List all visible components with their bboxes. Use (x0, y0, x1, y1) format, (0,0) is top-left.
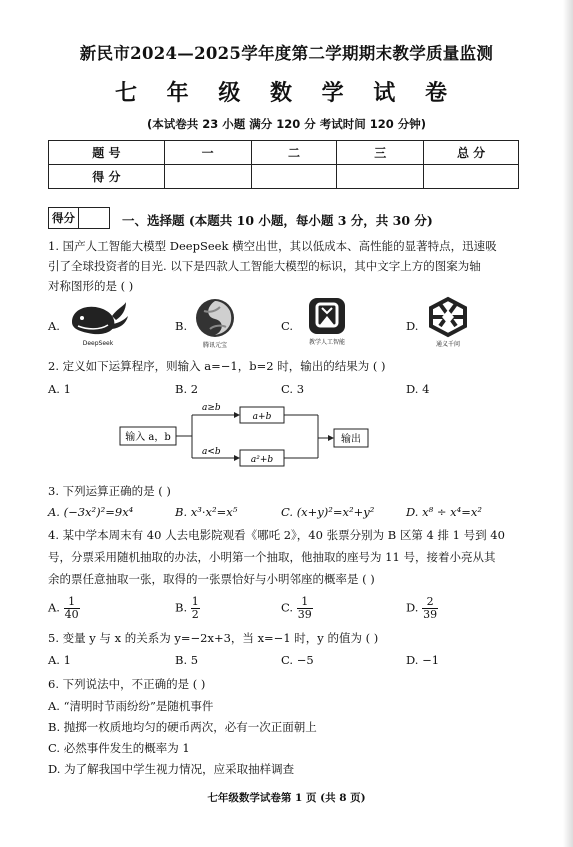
q6-option-c[interactable]: C. 必然事件发生的概率为 1 (48, 741, 190, 755)
numerator: 1 (64, 596, 80, 609)
logo-caption: 通义千问 (435, 341, 460, 348)
score-cell: 总 分 (424, 141, 519, 165)
score-table-header-row (49, 141, 519, 165)
option-letter: A. (48, 600, 60, 615)
exam-subject: 七 年 级 数 学 试 卷 (115, 80, 458, 106)
q6-option-a[interactable]: A. “清明时节雨纷纷”是随机事件 (48, 699, 214, 713)
q5-stem: 5. 变量 y 与 x 的关系为 y=−2x+3，当 x=−1 时，y 的值为 ( ) (48, 631, 379, 645)
flow-cond-bottom: a<b (202, 447, 221, 457)
fraction (191, 596, 200, 621)
section-score-box[interactable] (48, 207, 110, 229)
q1-line-3: 对称图形的是 ( ) (48, 279, 134, 293)
q1-option-a[interactable]: A. (48, 319, 60, 333)
q2-option-a[interactable]: A. 1 (48, 382, 71, 396)
hexagon-knot-logo-icon (426, 296, 470, 341)
score-cell: 题 号 (49, 141, 165, 165)
q5-option-a[interactable]: A. 1 (48, 653, 71, 667)
section-title: 一、选择题 (本题共 10 小题，每小题 3 分，共 30 分) (122, 213, 433, 228)
q5-option-b[interactable]: B. 5 (175, 653, 199, 667)
score-input-cell[interactable] (164, 165, 251, 189)
logo-caption: 腾讯元宝 (202, 342, 227, 349)
q1-line-2: 引了全球投资者的目光. 以下是四款人工智能大模型的标识，其中文字上方的图案为轴 (48, 259, 481, 273)
q4-option-a[interactable] (48, 596, 80, 621)
score-table-score-row (49, 165, 519, 189)
option-letter: C. (281, 600, 294, 615)
q6-option-d[interactable]: D. 为了解我国中学生视力情况，应采取抽样调查 (48, 762, 295, 776)
rounded-square-logo-icon (307, 296, 347, 339)
score-input-cell[interactable] (251, 165, 337, 189)
q3-option-d[interactable]: D. x⁸ ÷ x⁴=x² (406, 505, 482, 519)
logo-caption: DeepSeek (82, 340, 114, 347)
fraction (422, 596, 438, 621)
q1-option-c[interactable]: C. (281, 319, 294, 333)
q4-line-2: 号，分票采用随机抽取的办法，小明第一个抽取，他抽取的座号为 11 号，接着小亮从其 (48, 550, 496, 564)
numerator: 1 (297, 596, 313, 609)
score-cell: 二 (251, 141, 337, 165)
q6-stem: 6. 下列说法中，不正确的是 ( ) (48, 677, 206, 691)
logo-caption: 教学人工智能 (308, 339, 345, 346)
q2-stem: 2. 定义如下运算程序，则输入 a=−1，b=2 时，输出的结果为 ( ) (48, 359, 386, 373)
denominator: 39 (423, 608, 438, 621)
fraction (64, 596, 80, 621)
option-letter: D. (406, 600, 419, 615)
q1-option-b[interactable]: B. (175, 319, 188, 333)
denominator: 40 (64, 608, 79, 621)
score-cell: 得 分 (49, 165, 165, 189)
whale-logo-icon (66, 298, 130, 343)
flow-input-label: 输入 a，b (125, 432, 171, 443)
q1-option-d[interactable]: D. (406, 319, 419, 333)
score-input-cell[interactable] (424, 165, 519, 189)
q3-stem: 3. 下列运算正确的是 ( ) (48, 484, 171, 498)
denominator: 2 (191, 608, 199, 621)
score-cell: 一 (164, 141, 251, 165)
q2-option-b[interactable]: B. 2 (175, 382, 199, 396)
flow-output-label: 输出 (341, 434, 361, 445)
exam-header (0, 40, 573, 132)
q4-option-d[interactable] (406, 596, 438, 621)
page-footer: 七年级数学试卷第 1 页 (共 8 页) (207, 792, 366, 804)
numerator: 2 (422, 596, 438, 609)
numerator: 1 (191, 595, 199, 608)
q4-option-b[interactable] (175, 596, 200, 621)
flowchart (118, 399, 378, 474)
q1-line-1: 1. 国产人工智能大模型 DeepSeek 横空出世，其以低成本、高性能的显著特点，迅速吸 (48, 239, 497, 253)
yinyang-logo-icon (194, 297, 236, 342)
q2-option-d[interactable]: D. 4 (406, 382, 430, 396)
q6-option-b[interactable]: B. 抛掷一枚质地均匀的硬币两次，必有一次正面朝上 (48, 720, 317, 734)
q2-option-c[interactable]: C. 3 (281, 382, 305, 396)
q4-line-3: 余的票任意抽取一张，取得的一张票恰好与小明邻座的概率是 ( ) (48, 572, 375, 586)
option-letter: B. (175, 600, 188, 615)
denominator: 39 (297, 608, 312, 621)
q5-option-d[interactable]: D. −1 (406, 653, 440, 667)
score-cell: 三 (337, 141, 424, 165)
section-score-label: 得分 (49, 208, 79, 228)
flow-cond-top: a≥b (202, 403, 221, 413)
q3-option-c[interactable]: C. (x+y)²=x²+y² (281, 505, 375, 519)
q3-option-b[interactable]: B. x³·x²=x⁵ (175, 505, 238, 519)
fraction (297, 596, 313, 621)
exam-title: 新民市2024—2025学年度第二学期期末教学质量监测 (79, 44, 494, 63)
q5-option-c[interactable]: C. −5 (281, 653, 314, 667)
q3-option-a[interactable]: A. (−3x²)²=9x⁴ (48, 505, 134, 519)
score-input-cell[interactable] (337, 165, 424, 189)
flow-box-top-label: a+b (252, 412, 272, 422)
q4-line-1: 4. 某中学本周末有 40 人去电影院观看《哪吒 2》，40 张票分别为 B 区第 4 排 1 号到 40 (48, 528, 505, 542)
score-table (48, 140, 519, 189)
q4-option-c[interactable] (281, 596, 313, 621)
flow-box-bottom-label: a²+b (250, 455, 274, 465)
exam-info: (本试卷共 23 小题 满分 120 分 考试时间 120 分钟) (146, 117, 427, 131)
